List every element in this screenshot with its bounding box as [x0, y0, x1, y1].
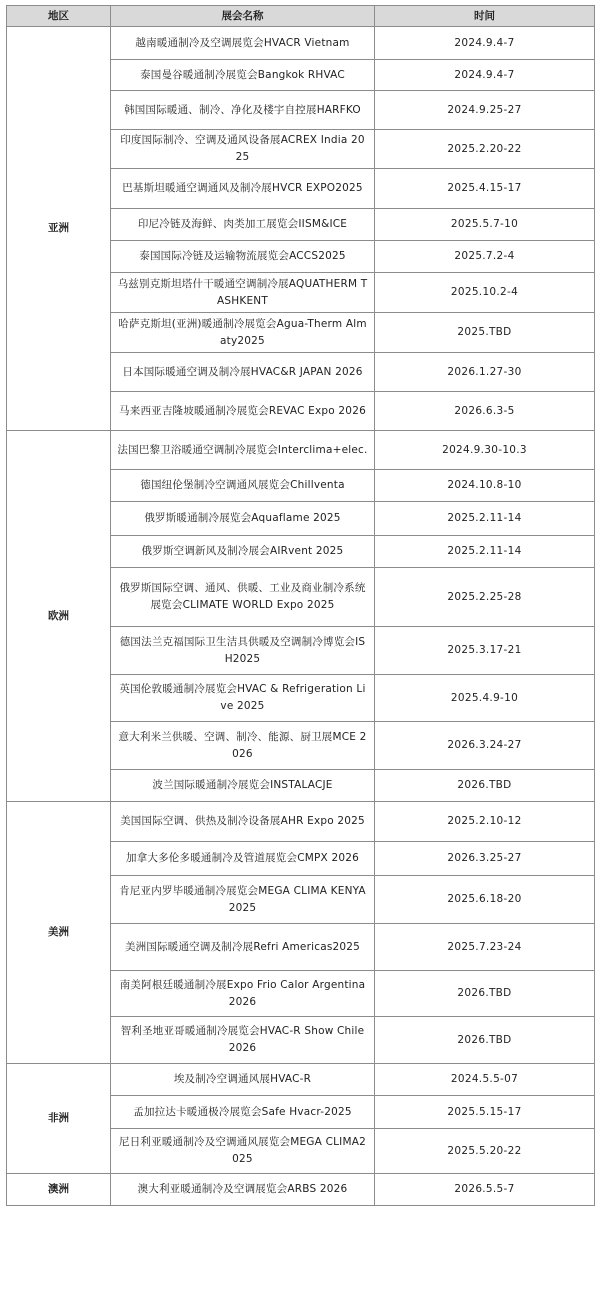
expo-name-cell: 泰国曼谷暖通制冷展览会Bangkok RHVAC [111, 60, 375, 91]
expo-name-cell: 俄罗斯暖通制冷展览会Aquaflame 2025 [111, 502, 375, 536]
table-body [7, 27, 595, 1206]
expo-date-cell: 2025.5.7-10 [375, 209, 595, 241]
expo-name-cell: 俄罗斯空调新风及制冷展会AIRvent 2025 [111, 536, 375, 568]
expo-date-cell: 2026.TBD [375, 971, 595, 1017]
expo-name-cell: 智利圣地亚哥暖通制冷展览会HVAC-R Show Chile 2026 [111, 1017, 375, 1064]
header-time: 时间 [375, 6, 595, 27]
expo-date-cell: 2025.2.25-28 [375, 568, 595, 627]
expo-date-cell: 2026.5.5-7 [375, 1174, 595, 1206]
expo-date-cell: 2024.9.25-27 [375, 91, 595, 130]
expo-date-cell: 2025.TBD [375, 313, 595, 353]
table-row [7, 27, 595, 60]
header-name: 展会名称 [111, 6, 375, 27]
expo-date-cell: 2025.7.2-4 [375, 241, 595, 273]
region-cell: 亚洲 [7, 27, 111, 431]
region-cell: 澳洲 [7, 1174, 111, 1206]
expo-date-cell: 2026.TBD [375, 770, 595, 802]
expo-date-cell: 2025.2.11-14 [375, 502, 595, 536]
table-row [7, 1174, 595, 1206]
expo-date-cell: 2024.9.4-7 [375, 60, 595, 91]
expo-date-cell: 2025.4.15-17 [375, 169, 595, 209]
expo-date-cell: 2026.3.24-27 [375, 722, 595, 770]
expo-name-cell: 俄罗斯国际空调、通风、供暖、工业及商业制冷系统展览会CLIMATE WORLD Expo 2025 [111, 568, 375, 627]
expo-date-cell: 2025.3.17-21 [375, 627, 595, 675]
expo-date-cell: 2025.6.18-20 [375, 876, 595, 924]
expo-name-cell: 马来西亚吉隆坡暖通制冷展览会REVAC Expo 2026 [111, 392, 375, 431]
expo-date-cell: 2025.2.10-12 [375, 802, 595, 842]
expo-name-cell: 泰国国际冷链及运输物流展览会ACCS2025 [111, 241, 375, 273]
expo-date-cell: 2025.4.9-10 [375, 675, 595, 722]
expo-name-cell: 澳大利亚暖通制冷及空调展览会ARBS 2026 [111, 1174, 375, 1206]
expo-date-cell: 2026.3.25-27 [375, 842, 595, 876]
expo-date-cell: 2025.2.20-22 [375, 130, 595, 169]
table-row [7, 802, 595, 842]
expo-date-cell: 2026.TBD [375, 1017, 595, 1064]
expo-name-cell: 韩国国际暖通、制冷、净化及楼宇自控展HARFKO [111, 91, 375, 130]
expo-name-cell: 日本国际暖通空调及制冷展HVAC&R JAPAN 2026 [111, 353, 375, 392]
expo-date-cell: 2025.10.2-4 [375, 273, 595, 313]
table-row [7, 431, 595, 470]
expo-date-cell: 2025.5.20-22 [375, 1129, 595, 1174]
expo-name-cell: 英国伦敦暖通制冷展览会HVAC & Refrigeration Live 2025 [111, 675, 375, 722]
expo-name-cell: 埃及制冷空调通风展HVAC-R [111, 1064, 375, 1096]
expo-name-cell: 波兰国际暖通制冷展览会INSTALACJE [111, 770, 375, 802]
expo-name-cell: 孟加拉达卡暖通极冷展览会Safe Hvacr-2025 [111, 1096, 375, 1129]
expo-date-cell: 2024.5.5-07 [375, 1064, 595, 1096]
expo-name-cell: 德国纽伦堡制冷空调通风展览会Chillventa [111, 470, 375, 502]
header-region: 地区 [7, 6, 111, 27]
expo-name-cell: 加拿大多伦多暖通制冷及管道展览会CMPX 2026 [111, 842, 375, 876]
expo-name-cell: 美国国际空调、供热及制冷设备展AHR Expo 2025 [111, 802, 375, 842]
expo-date-cell: 2026.6.3-5 [375, 392, 595, 431]
expo-name-cell: 印尼冷链及海鲜、肉类加工展览会IISM&ICE [111, 209, 375, 241]
expo-date-cell: 2025.2.11-14 [375, 536, 595, 568]
expo-name-cell: 印度国际制冷、空调及通风设备展ACREX India 2025 [111, 130, 375, 169]
expo-name-cell: 哈萨克斯坦(亚洲)暖通制冷展览会Agua-Therm Almaty2025 [111, 313, 375, 353]
expo-name-cell: 尼日利亚暖通制冷及空调通风展览会MEGA CLIMA2025 [111, 1129, 375, 1174]
expo-name-cell: 美洲国际暖通空调及制冷展Refri Americas2025 [111, 924, 375, 971]
expo-date-cell: 2024.10.8-10 [375, 470, 595, 502]
expo-date-cell: 2025.5.15-17 [375, 1096, 595, 1129]
expo-name-cell: 巴基斯坦暖通空调通风及制冷展HVCR EXPO2025 [111, 169, 375, 209]
header-row [7, 6, 595, 27]
expo-name-cell: 德国法兰克福国际卫生洁具供暖及空调制冷博览会ISH2025 [111, 627, 375, 675]
region-cell: 非洲 [7, 1064, 111, 1174]
expo-name-cell: 越南暖通制冷及空调展览会HVACR Vietnam [111, 27, 375, 60]
region-cell: 欧洲 [7, 431, 111, 802]
expo-date-cell: 2024.9.4-7 [375, 27, 595, 60]
expo-date-cell: 2025.7.23-24 [375, 924, 595, 971]
region-cell: 美洲 [7, 802, 111, 1064]
expo-name-cell: 南美阿根廷暖通制冷展Expo Frio Calor Argentina2026 [111, 971, 375, 1017]
expo-table [6, 5, 595, 1206]
expo-date-cell: 2024.9.30-10.3 [375, 431, 595, 470]
expo-name-cell: 肯尼亚内罗毕暖通制冷展览会MEGA CLIMA KENYA 2025 [111, 876, 375, 924]
expo-name-cell: 意大利米兰供暖、空调、制冷、能源、厨卫展MCE 2026 [111, 722, 375, 770]
table-row [7, 1064, 595, 1096]
expo-name-cell: 法国巴黎卫浴暖通空调制冷展览会Interclima+elec. [111, 431, 375, 470]
expo-name-cell: 乌兹别克斯坦塔什干暖通空调制冷展AQUATHERM TASHKENT [111, 273, 375, 313]
expo-date-cell: 2026.1.27-30 [375, 353, 595, 392]
